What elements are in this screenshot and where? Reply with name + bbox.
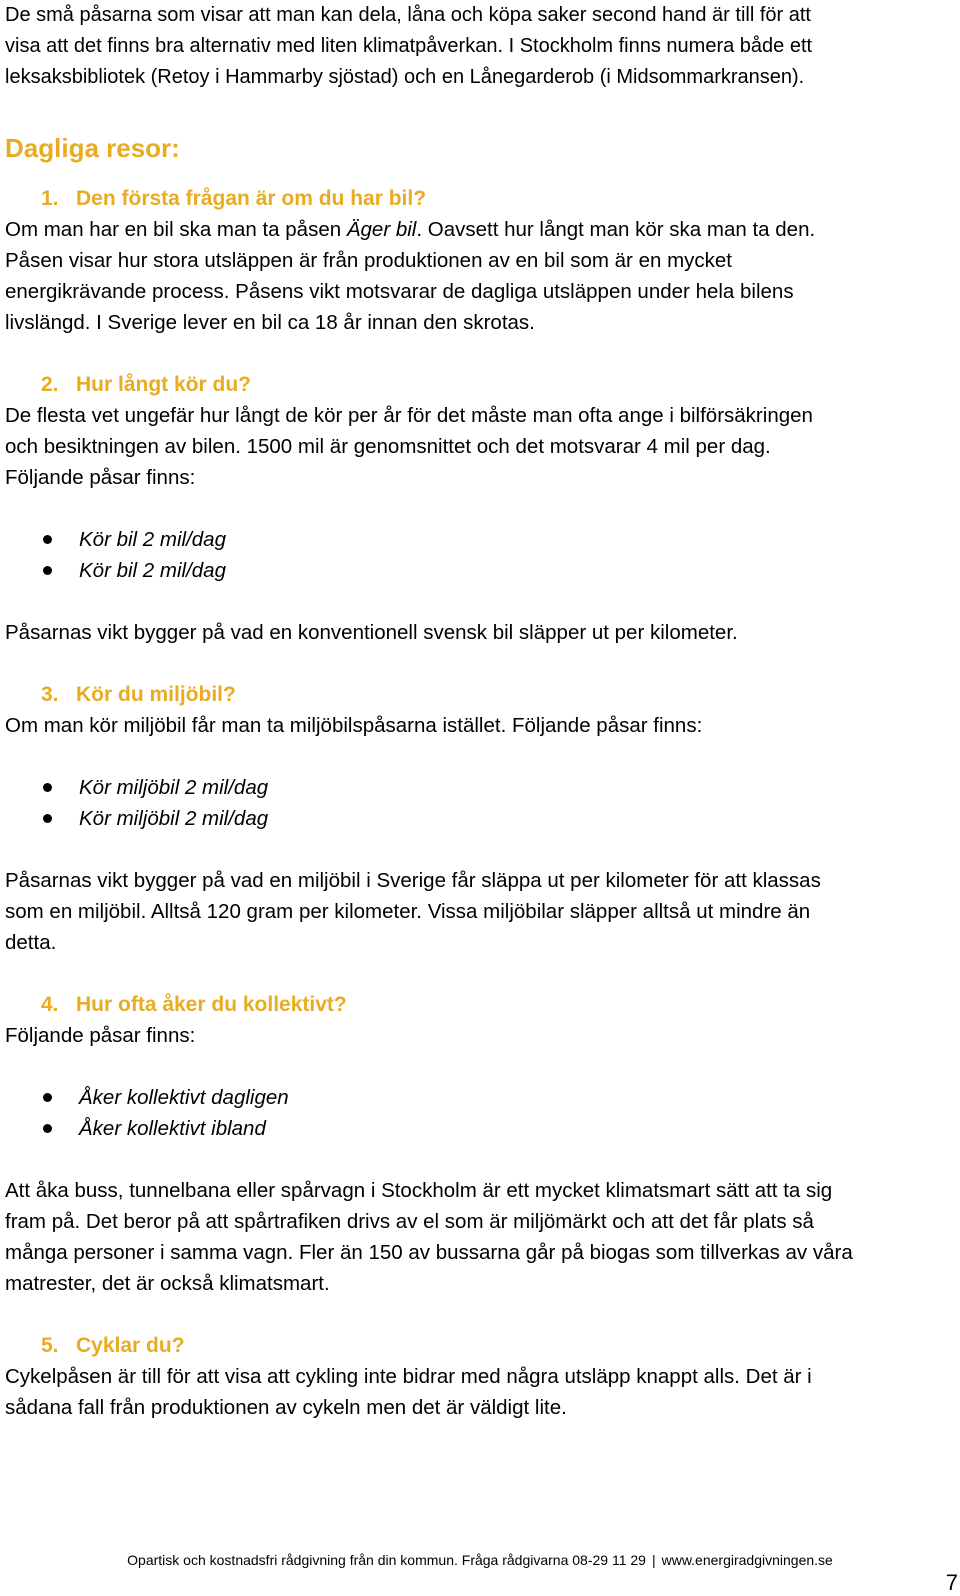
- bag-label: Kör miljöbil 2 mil/dag: [79, 776, 269, 799]
- spacer: [5, 586, 953, 617]
- q4-line: Följande påsar finns:: [5, 1024, 196, 1047]
- bag-list: [5, 524, 953, 586]
- q2-line: De flesta vet ungefär hur långt de kör per år för det måste man ofta ange i bilförsäkringen: [5, 404, 813, 427]
- bullet-icon: [43, 535, 52, 544]
- bullet-icon: [43, 1124, 52, 1133]
- bullet-icon: [43, 1093, 52, 1102]
- footer-text: Opartisk och kostnadsfri rådgivning från din kommun. Fråga rådgivarna 08-29 11 29: [127, 1552, 646, 1568]
- spacer: [5, 741, 953, 772]
- bag-label: Åker kollektivt dagligen: [79, 1086, 289, 1109]
- question-5-heading: [5, 1330, 953, 1361]
- question-number: 1.: [41, 187, 59, 210]
- q5-line: sådana fall från produktionen av cykeln men det är väldigt lite.: [5, 1396, 567, 1419]
- question-number: 2.: [41, 373, 59, 396]
- bag-label: Kör bil 2 mil/dag: [79, 559, 226, 582]
- question-title: Hur ofta åker du kollektivt?: [76, 993, 347, 1016]
- question-title: Den första frågan är om du har bil?: [76, 187, 427, 210]
- q4-after: Att åka buss, tunnelbana eller spårvagn i Stockholm är ett mycket klimatsmart sätt att ta sig: [5, 1179, 833, 1202]
- question-number: 3.: [41, 683, 59, 706]
- question-4-heading: [5, 989, 953, 1020]
- spacer: [5, 958, 953, 989]
- q2-line: Följande påsar finns:: [5, 466, 196, 489]
- spacer: [5, 493, 953, 524]
- question-title: Hur långt kör du?: [76, 373, 251, 396]
- list-item: [5, 803, 953, 834]
- spacer: [5, 338, 953, 369]
- intro-line: visa att det finns bra alternativ med liten klimatpåverkan. I Stockholm finns numera både ett: [5, 35, 813, 57]
- question-title: Cyklar du?: [76, 1334, 185, 1357]
- bag-label: Kör bil 2 mil/dag: [79, 528, 226, 551]
- bag-label: Åker kollektivt ibland: [79, 1117, 266, 1140]
- q3-line: Om man kör miljöbil får man ta miljöbilspåsarna istället. Följande påsar finns:: [5, 714, 703, 737]
- footer-separator: |: [651, 1552, 656, 1568]
- section-title: Dagliga resor:: [5, 133, 180, 163]
- bullet-icon: [43, 814, 52, 823]
- q2-line: och besiktningen av bilen. 1500 mil är genomsnittet och det motsvarar 4 mil per dag.: [5, 435, 771, 458]
- list-item: [5, 524, 953, 555]
- footer-website-link[interactable]: www.energiradgivningen.se: [661, 1552, 833, 1568]
- question-3-heading: [5, 679, 953, 710]
- intro-line: De små påsarna som visar att man kan dela, låna och köpa saker second hand är till för att: [5, 4, 811, 26]
- page-number: 7: [945, 1570, 958, 1595]
- bag-label: Kör miljöbil 2 mil/dag: [79, 807, 269, 830]
- list-item: [5, 1082, 953, 1113]
- q1-line: livslängd. I Sverige lever en bil ca 18 år innan den skrotas.: [5, 311, 535, 334]
- list-item: [5, 1113, 953, 1144]
- bullet-icon: [43, 783, 52, 792]
- spacer: [5, 1299, 953, 1330]
- spacer: [5, 1051, 953, 1082]
- q5-line: Cykelpåsen är till för att visa att cykling inte bidrar med några utsläpp knappt alls. Det är i: [5, 1365, 812, 1388]
- q1-line: Påsen visar hur stora utsläppen är från produktionen av en bil som är en mycket: [5, 249, 732, 272]
- q4-after: många personer i samma vagn. Fler än 150 av bussarna går på biogas som tillverkas av våra: [5, 1241, 853, 1264]
- q3-after: Påsarnas vikt bygger på vad en miljöbil i Sverige får släppa ut per kilometer för att klassas: [5, 869, 821, 892]
- q4-after: fram på. Det beror på att spårtrafiken drivs av el som är miljömärkt och att det får plats så: [5, 1210, 814, 1233]
- q1-line: [5, 214, 953, 245]
- spacer: [5, 834, 953, 865]
- document-page: [5, 0, 953, 1423]
- bag-list: [5, 772, 953, 834]
- bag-list: [5, 1082, 953, 1144]
- spacer: [5, 1144, 953, 1175]
- spacer: [5, 648, 953, 679]
- q1-text: Om man har en bil ska man ta påsen: [5, 218, 347, 241]
- q3-after: detta.: [5, 931, 57, 954]
- q3-after: som en miljöbil. Alltså 120 gram per kilometer. Vissa miljöbilar släpper alltså ut mindre än: [5, 900, 811, 923]
- bag-name: Äger bil: [346, 218, 417, 241]
- list-item: [5, 555, 953, 586]
- intro-paragraph: [5, 0, 953, 93]
- q2-after: Påsarnas vikt bygger på vad en konventionell svensk bil släpper ut per kilometer.: [5, 621, 738, 644]
- list-item: [5, 772, 953, 803]
- page-footer: [0, 1551, 960, 1569]
- q1-text: . Oavsett hur långt man kör ska man ta den.: [416, 218, 816, 241]
- bullet-icon: [43, 566, 52, 575]
- q1-line: energikrävande process. Påsens vikt motsvarar de dagliga utsläppen under hela bilens: [5, 280, 794, 303]
- question-number: 4.: [41, 993, 59, 1016]
- q4-after: matrester, det är också klimatsmart.: [5, 1272, 330, 1295]
- question-2-heading: [5, 369, 953, 400]
- intro-line: leksaksbibliotek (Retoy i Hammarby sjöstad) och en Lånegarderob (i Midsommarkransen).: [5, 66, 805, 88]
- question-title: Kör du miljöbil?: [76, 683, 236, 706]
- question-1-heading: [5, 183, 953, 214]
- question-number: 5.: [41, 1334, 59, 1357]
